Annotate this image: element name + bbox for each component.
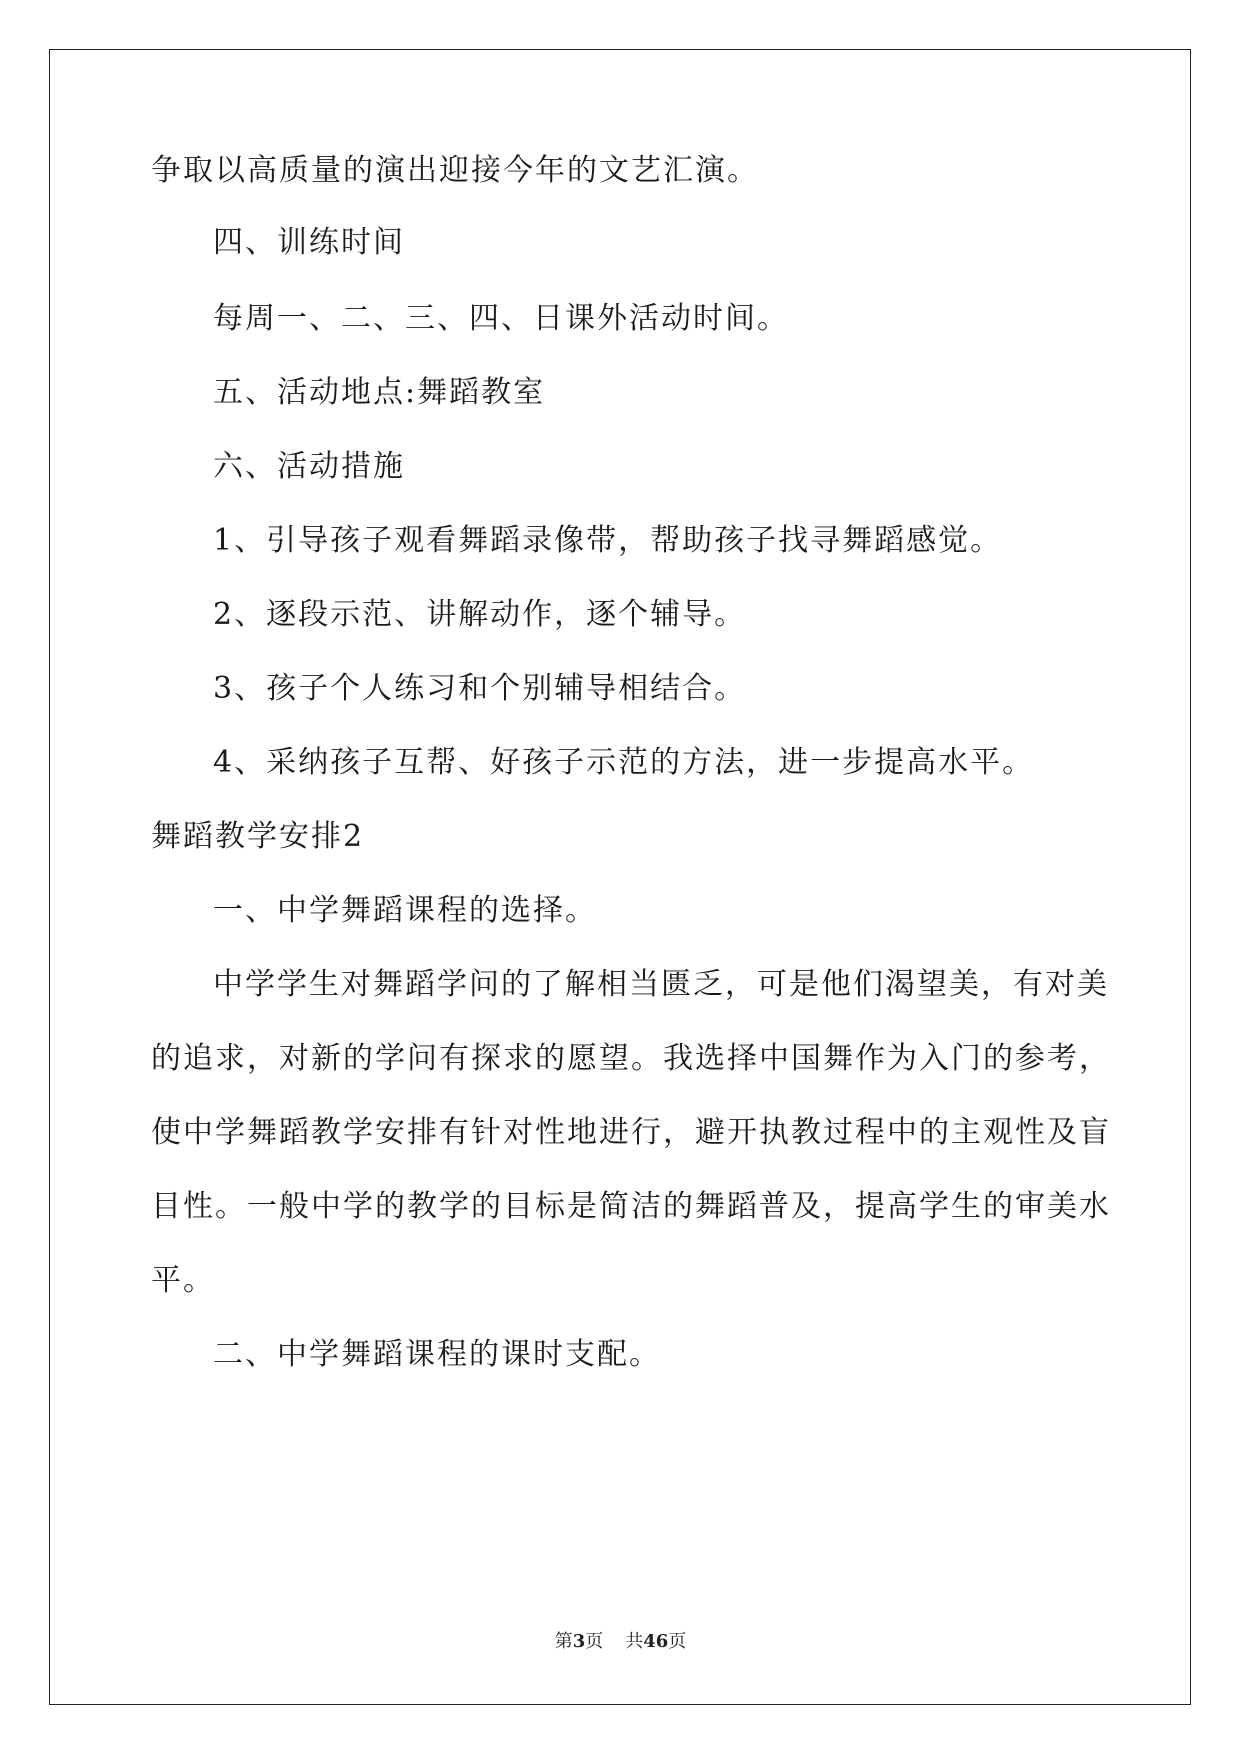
measure-item-1: 1、引导孩子观看舞蹈录像带，帮助孩子找寻舞蹈感觉。 xyxy=(213,523,1003,558)
paragraph-line-3: 使中学舞蹈教学安排有针对性地进行，避开执教过程中的主观性及盲 xyxy=(151,1115,1111,1150)
page-total-number: 46 xyxy=(643,1631,669,1652)
page-suffix: 页 xyxy=(585,1631,604,1652)
paragraph-line-2: 的追求，对新的学问有探求的愿望。我选择中国舞作为入门的参考， xyxy=(151,1041,1111,1076)
measure-item-2: 2、逐段示范、讲解动作，逐个辅导。 xyxy=(213,597,747,632)
measure-item-4: 4、采纳孩子互帮、好孩子示范的方法，进一步提高水平。 xyxy=(213,745,1035,780)
text-line-1: 争取以高质量的演出迎接今年的文艺汇演。 xyxy=(151,153,759,188)
section-title-plan-2: 舞蹈教学安排2 xyxy=(151,819,365,854)
total-prefix: 共 xyxy=(625,1631,644,1652)
total-suffix: 页 xyxy=(668,1631,687,1652)
section-heading-measures: 六、活动措施 xyxy=(213,449,405,484)
paragraph-line-4: 目性。一般中学的教学的目标是简洁的舞蹈普及，提高学生的审美水 xyxy=(151,1189,1111,1224)
subsection-heading-course-choice: 一、中学舞蹈课程的选择。 xyxy=(213,893,597,928)
page-prefix: 第 xyxy=(554,1631,573,1652)
subsection-heading-class-hours: 二、中学舞蹈课程的课时支配。 xyxy=(213,1337,661,1372)
page-footer xyxy=(0,1631,1241,1653)
text-line-training-schedule: 每周一、二、三、四、日课外活动时间。 xyxy=(213,301,789,336)
section-heading-location: 五、活动地点:舞蹈教室 xyxy=(213,375,546,410)
paragraph-line-1: 中学学生对舞蹈学问的了解相当匮乏，可是他们渴望美，有对美 xyxy=(213,967,1109,1002)
section-heading-training-time: 四、训练时间 xyxy=(213,225,405,260)
measure-item-3: 3、孩子个人练习和个别辅导相结合。 xyxy=(213,671,747,706)
page-current-number: 3 xyxy=(572,1631,586,1652)
paragraph-line-5: 平。 xyxy=(151,1263,215,1298)
page-border xyxy=(49,49,1191,1705)
